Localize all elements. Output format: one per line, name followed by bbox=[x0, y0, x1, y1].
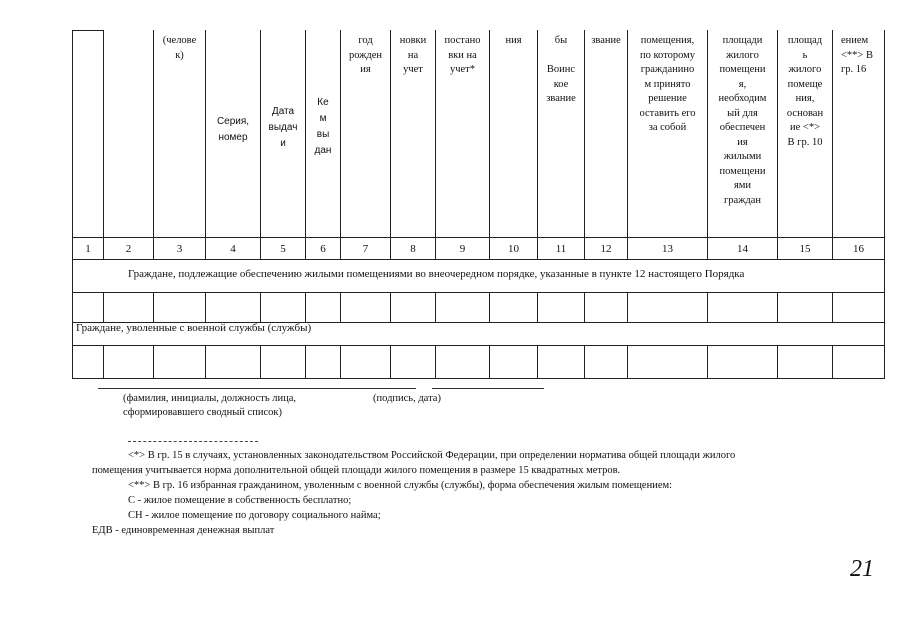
column-divider bbox=[205, 345, 206, 378]
column-divider bbox=[627, 292, 628, 322]
column-divider bbox=[584, 292, 585, 322]
header-cell-col-7: год рожден ия bbox=[348, 35, 383, 75]
column-number-13: 13 bbox=[662, 243, 673, 255]
page-number: 21 bbox=[850, 556, 874, 582]
column-number-1: 1 bbox=[85, 243, 91, 255]
row-divider bbox=[72, 345, 885, 346]
column-number-11: 11 bbox=[555, 243, 567, 255]
header-cell-col-8: новки на учет bbox=[399, 35, 427, 75]
header-cell-col-14: площади жилого помещени я, необходим ый для обеспечен ия жилыми помещени ями граждан bbox=[718, 35, 767, 206]
footnote-2: помещения учитывается норма дополнительной общей площади жилого помещения в размере 15 квадратных метров. bbox=[92, 465, 621, 476]
column-number-14: 14 bbox=[737, 243, 748, 255]
header-cell-col-15: площад ь жилого помеще ния, основан ие <*> В гр. 10 bbox=[786, 35, 824, 148]
footnote-5: СН - жилое помещение по договору социального найма; bbox=[128, 510, 381, 521]
column-divider bbox=[205, 292, 206, 322]
column-divider bbox=[305, 345, 306, 378]
column-number-9: 9 bbox=[459, 243, 466, 255]
header-cell-col-12: звание bbox=[591, 35, 621, 46]
row-divider bbox=[72, 237, 885, 238]
signature-caption-name: (фамилия, инициалы, должность лица, сформировавшего сводный список) bbox=[123, 393, 297, 418]
footnote-1: <*> В гр. 15 в случаях, установленных законодательством Российской Федерации, при определении норматива общей площади жилого bbox=[128, 450, 736, 461]
column-number-10: 10 bbox=[508, 243, 519, 255]
footnote-6: ЕДВ - единовременная денежная выплат bbox=[92, 525, 275, 536]
signature-line-right bbox=[432, 388, 544, 389]
column-divider bbox=[260, 292, 261, 322]
column-divider bbox=[260, 345, 261, 378]
header-cell-col-11: бы Воинс кое звание bbox=[546, 35, 576, 104]
section-title-priority: Граждане, подлежащие обеспечению жилыми помещениями во внеочередном порядке, указанные в пункте 12 настоящего Порядка bbox=[128, 268, 745, 280]
signature-caption-sign: (подпись, дата) bbox=[373, 393, 441, 404]
column-divider bbox=[777, 292, 778, 322]
footnote-4: С - жилое помещение в собственность бесплатно; bbox=[128, 495, 352, 506]
column-divider bbox=[153, 345, 154, 378]
footnote-3: <**> В гр. 16 избранная гражданином, уволенным с военной службы (службы), форма обеспечения жилым помещением: bbox=[128, 480, 673, 491]
header-cell-col-9: постано вки на учет* bbox=[444, 35, 481, 75]
column-divider bbox=[707, 292, 708, 322]
column-number-2: 2 bbox=[125, 243, 132, 255]
header-cell-col-5: Дата выдач и bbox=[268, 106, 298, 149]
header-cell-col-3: (челове к) bbox=[162, 35, 197, 61]
header-cell-col-4: Серия, номер bbox=[216, 116, 250, 143]
column-number-15: 15 bbox=[799, 243, 811, 255]
column-divider bbox=[489, 292, 490, 322]
footnote-separator bbox=[128, 441, 258, 442]
housing-list-table bbox=[72, 30, 884, 378]
table-border bbox=[72, 30, 104, 31]
header-cell-col-16: ением <**> В гр. 16 bbox=[841, 35, 873, 75]
header-cell-col-6: Ке м вы дан bbox=[314, 97, 332, 156]
column-divider bbox=[489, 345, 490, 378]
column-number-4: 4 bbox=[230, 243, 236, 255]
column-divider bbox=[832, 292, 833, 322]
column-divider bbox=[340, 345, 341, 378]
column-number-12: 12 bbox=[600, 243, 612, 255]
column-number-8: 8 bbox=[410, 243, 416, 255]
column-divider bbox=[390, 292, 391, 322]
column-divider bbox=[340, 292, 341, 322]
column-divider bbox=[832, 345, 833, 378]
column-number-5: 5 bbox=[280, 243, 286, 255]
column-divider bbox=[103, 345, 104, 378]
header-cell-col-13: помещения, по которому гражданино м принято решение оставить его за собой bbox=[639, 35, 696, 133]
column-divider bbox=[537, 292, 538, 322]
column-number-7: 7 bbox=[362, 243, 369, 255]
row-divider bbox=[72, 259, 885, 260]
column-number-16: 16 bbox=[853, 243, 864, 255]
column-number-6: 6 bbox=[320, 243, 326, 255]
column-divider bbox=[390, 345, 391, 378]
column-divider bbox=[305, 292, 306, 322]
section-title-discharged: Граждане, уволенные с военной службы (службы) bbox=[76, 322, 312, 334]
row-divider bbox=[72, 378, 885, 379]
header-cell-col-1 bbox=[73, 40, 103, 237]
column-divider bbox=[103, 292, 104, 322]
signature-line-left bbox=[98, 388, 416, 389]
header-cell-col-10: ния bbox=[505, 35, 522, 46]
column-divider bbox=[777, 345, 778, 378]
column-divider bbox=[584, 345, 585, 378]
column-divider bbox=[153, 292, 154, 322]
column-divider bbox=[627, 345, 628, 378]
column-number-3: 3 bbox=[176, 243, 183, 255]
column-divider bbox=[435, 292, 436, 322]
column-divider bbox=[435, 345, 436, 378]
row-divider bbox=[72, 292, 885, 293]
header-cell-col-2 bbox=[104, 40, 153, 237]
column-divider bbox=[537, 345, 538, 378]
column-divider bbox=[707, 345, 708, 378]
